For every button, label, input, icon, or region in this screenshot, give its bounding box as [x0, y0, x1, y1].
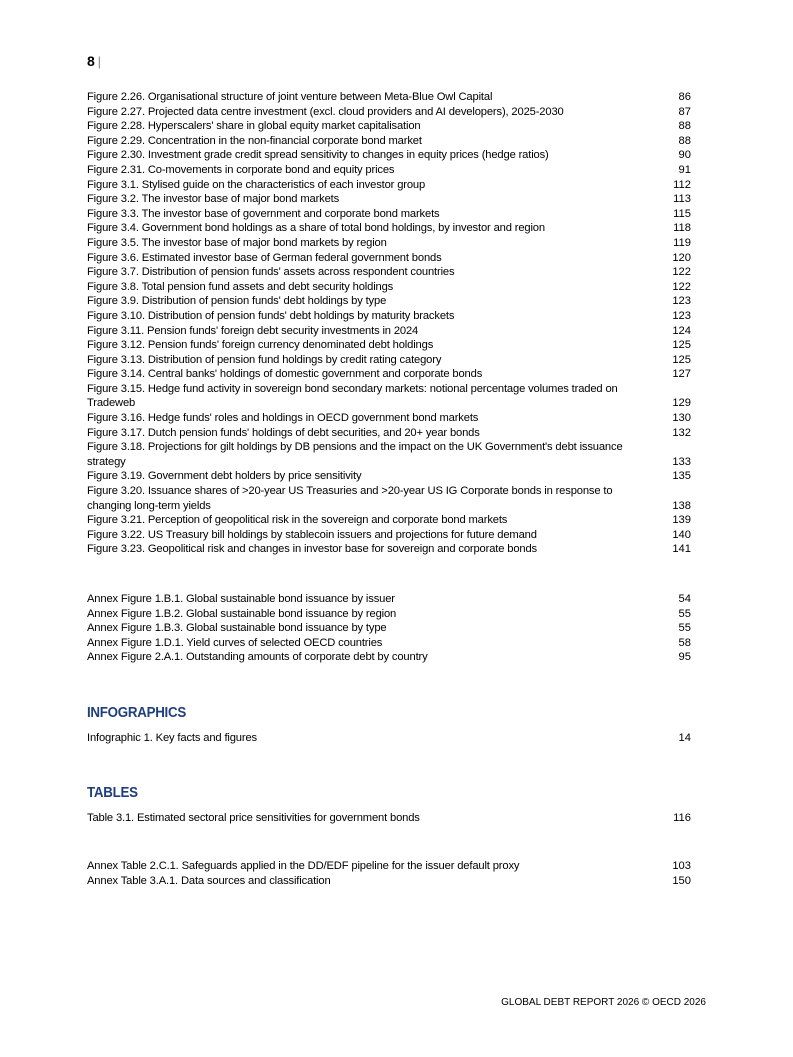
toc-entry[interactable]	[87, 469, 691, 484]
toc-entry[interactable]	[87, 636, 691, 651]
toc-entry[interactable]	[87, 90, 691, 105]
toc-entry-page: 125	[672, 353, 691, 366]
toc-entry-title: Figure 3.22. US Treasury bill holdings by stablecoin issuers and projections for future demand	[87, 528, 537, 541]
toc-entry-title: Figure 3.5. The investor base of major bond markets by region	[87, 236, 387, 249]
toc-entry-title: Figure 2.30. Investment grade credit spread sensitivity to changes in equity prices (hedge ratios)	[87, 149, 549, 162]
toc-entry-page: 95	[678, 651, 691, 664]
toc-entry[interactable]	[87, 134, 691, 149]
figures-list	[87, 90, 691, 557]
toc-entry-title: Figure 3.8. Total pension fund assets and debt security holdings	[87, 280, 394, 293]
toc-entry-title: Annex Figure 1.D.1. Yield curves of selected OECD countries	[87, 636, 383, 649]
toc-entry-title: Figure 2.28. Hyperscalers' share in global equity market capitalisation	[87, 120, 421, 133]
toc-entry-page: 141	[672, 543, 691, 556]
toc-entry-title: Figure 3.7. Distribution of pension funds' assets across respondent countries	[87, 266, 455, 279]
toc-entry-title: Figure 3.10. Distribution of pension funds' debt holdings by maturity brackets	[87, 309, 455, 322]
toc-entry-page: 55	[678, 622, 691, 635]
toc-entry-title: Annex Figure 2.A.1. Outstanding amounts of corporate debt by country	[87, 651, 428, 664]
toc-entry[interactable]	[87, 811, 691, 826]
toc-entry-page: 132	[672, 426, 691, 439]
toc-entry-title: Annex Figure 1.B.2. Global sustainable bond issuance by region	[87, 607, 397, 620]
toc-entry-page: 129	[672, 397, 691, 410]
toc-entry[interactable]	[87, 163, 691, 178]
toc-entry[interactable]	[87, 874, 691, 889]
toc-entry-title: Figure 3.6. Estimated investor base of German federal government bonds	[87, 251, 442, 264]
toc-entry-page: 118	[673, 222, 691, 235]
toc-entry-page: 88	[678, 134, 691, 147]
toc-entry-page: 120	[672, 251, 691, 264]
toc-entry-title: Annex Figure 1.B.1. Global sustainable bond issuance by issuer	[87, 593, 395, 605]
toc-entry[interactable]	[87, 221, 691, 236]
toc-entry[interactable]	[87, 236, 691, 251]
toc-entry-page: 116	[673, 812, 691, 824]
toc-entry-page: 55	[678, 607, 691, 620]
page-number	[87, 53, 101, 69]
tables-heading: TABLES	[87, 785, 138, 801]
toc-entry-title: Figure 3.4. Government bond holdings as a share of total bond holdings, by investor and region	[87, 222, 545, 235]
toc-entry-page: 125	[672, 339, 691, 352]
toc-entry-page: 150	[672, 874, 691, 887]
toc-entry[interactable]	[87, 440, 691, 469]
toc-entry-page: 87	[678, 105, 691, 118]
toc-entry-title: Figure 2.26. Organisational structure of joint venture between Meta-Blue Owl Capital	[87, 91, 493, 103]
toc-entry[interactable]	[87, 119, 691, 134]
toc-entry[interactable]	[87, 178, 691, 193]
toc-entry[interactable]	[87, 280, 691, 295]
toc-entry-title: Figure 2.29. Concentration in the non-financial corporate bond market	[87, 134, 422, 147]
toc-entry-page: 122	[672, 266, 691, 279]
toc-entry[interactable]	[87, 859, 691, 874]
toc-entry-title: Figure 3.12. Pension funds' foreign currency denominated debt holdings	[87, 339, 434, 352]
toc-entry-title: Figure 2.27. Projected data centre investment (excl. cloud providers and AI developers), 2025-2030	[87, 105, 564, 118]
toc-entry[interactable]	[87, 607, 691, 622]
toc-entry-title: Annex Figure 1.B.3. Global sustainable bond issuance by type	[87, 622, 387, 635]
toc-entry-page: 54	[678, 593, 691, 605]
toc-entry-title: Figure 3.18. Projections for gilt holdings by DB pensions and the impact on the UK Government's debt issuance strategy	[87, 441, 623, 468]
toc-entry-page: 138	[672, 499, 691, 512]
toc-entry[interactable]	[87, 528, 691, 543]
toc-entry-page: 119	[673, 236, 691, 249]
toc-entry-page: 127	[672, 368, 691, 381]
toc-entry[interactable]	[87, 353, 691, 368]
toc-entry-page: 122	[672, 280, 691, 293]
toc-entry[interactable]	[87, 592, 691, 607]
toc-entry[interactable]	[87, 411, 691, 426]
toc-entry-page: 130	[672, 412, 691, 425]
toc-entry-page: 124	[672, 324, 691, 337]
toc-entry-page: 133	[672, 455, 691, 468]
toc-entry[interactable]	[87, 324, 691, 339]
toc-entry-page: 112	[673, 178, 691, 191]
toc-entry-page: 115	[673, 207, 691, 220]
toc-entry-title: Figure 3.16. Hedge funds' roles and holdings in OECD government bond markets	[87, 412, 479, 425]
toc-entry-title: Figure 3.13. Distribution of pension fund holdings by credit rating category	[87, 353, 442, 366]
toc-entry-title: Figure 3.1. Stylised guide on the characteristics of each investor group	[87, 178, 426, 191]
infographics-heading: INFOGRAPHICS	[87, 705, 186, 721]
toc-entry-page: 14	[678, 732, 691, 744]
toc-entry-page: 90	[678, 149, 691, 162]
toc-entry-page: 135	[672, 470, 691, 483]
infographics-list	[87, 731, 691, 746]
toc-entry-page: 113	[673, 193, 691, 206]
toc-entry-title: Infographic 1. Key facts and figures	[87, 732, 257, 744]
page-number-separator: |	[97, 54, 101, 69]
toc-entry[interactable]	[87, 251, 691, 266]
toc-entry[interactable]	[87, 367, 691, 382]
toc-entry[interactable]	[87, 294, 691, 309]
toc-entry[interactable]	[87, 105, 691, 120]
annex-tables-list	[87, 859, 691, 888]
toc-entry-title: Figure 3.15. Hedge fund activity in sovereign bond secondary markets: notional percentage volumes traded on Tradeweb	[87, 382, 618, 410]
toc-entry[interactable]	[87, 731, 691, 746]
toc-entry[interactable]	[87, 309, 691, 324]
toc-entry[interactable]	[87, 382, 691, 411]
annex-figures-list	[87, 592, 691, 665]
toc-entry-page: 91	[678, 163, 691, 176]
toc-entry-page: 140	[672, 528, 691, 541]
toc-entry[interactable]	[87, 426, 691, 441]
toc-entry[interactable]	[87, 148, 691, 163]
footer-copyright: GLOBAL DEBT REPORT 2026 © OECD 2026	[501, 997, 706, 1008]
tables-list	[87, 811, 691, 826]
toc-entry-title: Figure 3.11. Pension funds' foreign debt security investments in 2024	[87, 324, 419, 337]
toc-entry-page: 139	[672, 514, 691, 527]
toc-entry-title: Figure 3.3. The investor base of government and corporate bond markets	[87, 207, 440, 220]
toc-entry-title: Table 3.1. Estimated sectoral price sensitivities for government bonds	[87, 812, 420, 824]
toc-entry-title: Figure 2.31. Co-movements in corporate bond and equity prices	[87, 163, 395, 176]
toc-entry-title: Annex Table 3.A.1. Data sources and classification	[87, 874, 331, 887]
toc-entry-page: 123	[672, 309, 691, 322]
toc-entry-title: Figure 3.14. Central banks' holdings of domestic government and corporate bonds	[87, 368, 483, 381]
toc-entry-page: 58	[678, 636, 691, 649]
toc-entry[interactable]	[87, 542, 691, 557]
toc-entry-page: 88	[678, 120, 691, 133]
toc-entry[interactable]	[87, 207, 691, 222]
toc-entry[interactable]	[87, 484, 691, 513]
toc-entry-title: Figure 3.2. The investor base of major bond markets	[87, 193, 340, 206]
toc-entry[interactable]	[87, 621, 691, 636]
toc-entry-title: Annex Table 2.C.1. Safeguards applied in the DD/EDF pipeline for the issuer default proxy	[87, 860, 520, 872]
toc-entry-page: 86	[678, 91, 691, 103]
toc-entry[interactable]	[87, 192, 691, 207]
toc-entry-title: Figure 3.20. Issuance shares of >20-year US Treasuries and >20-year US IG Corporate bonds in response to changing long-term yields	[87, 485, 613, 512]
toc-entry[interactable]	[87, 650, 691, 665]
toc-entry-title: Figure 3.23. Geopolitical risk and changes in investor base for sovereign and corporate bonds	[87, 543, 537, 556]
toc-entry[interactable]	[87, 338, 691, 353]
toc-entry-title: Figure 3.17. Dutch pension funds' holdings of debt securities, and 20+ year bonds	[87, 426, 480, 439]
toc-entry-title: Figure 3.9. Distribution of pension funds' debt holdings by type	[87, 295, 387, 308]
toc-entry[interactable]	[87, 513, 691, 528]
toc-entry-title: Figure 3.21. Perception of geopolitical risk in the sovereign and corporate bond markets	[87, 514, 508, 527]
toc-entry-page: 123	[672, 295, 691, 308]
toc-entry-page: 103	[672, 860, 691, 872]
toc-entry[interactable]	[87, 265, 691, 280]
page-number-value: 8	[87, 53, 95, 69]
toc-entry-title: Figure 3.19. Government debt holders by price sensitivity	[87, 470, 362, 483]
